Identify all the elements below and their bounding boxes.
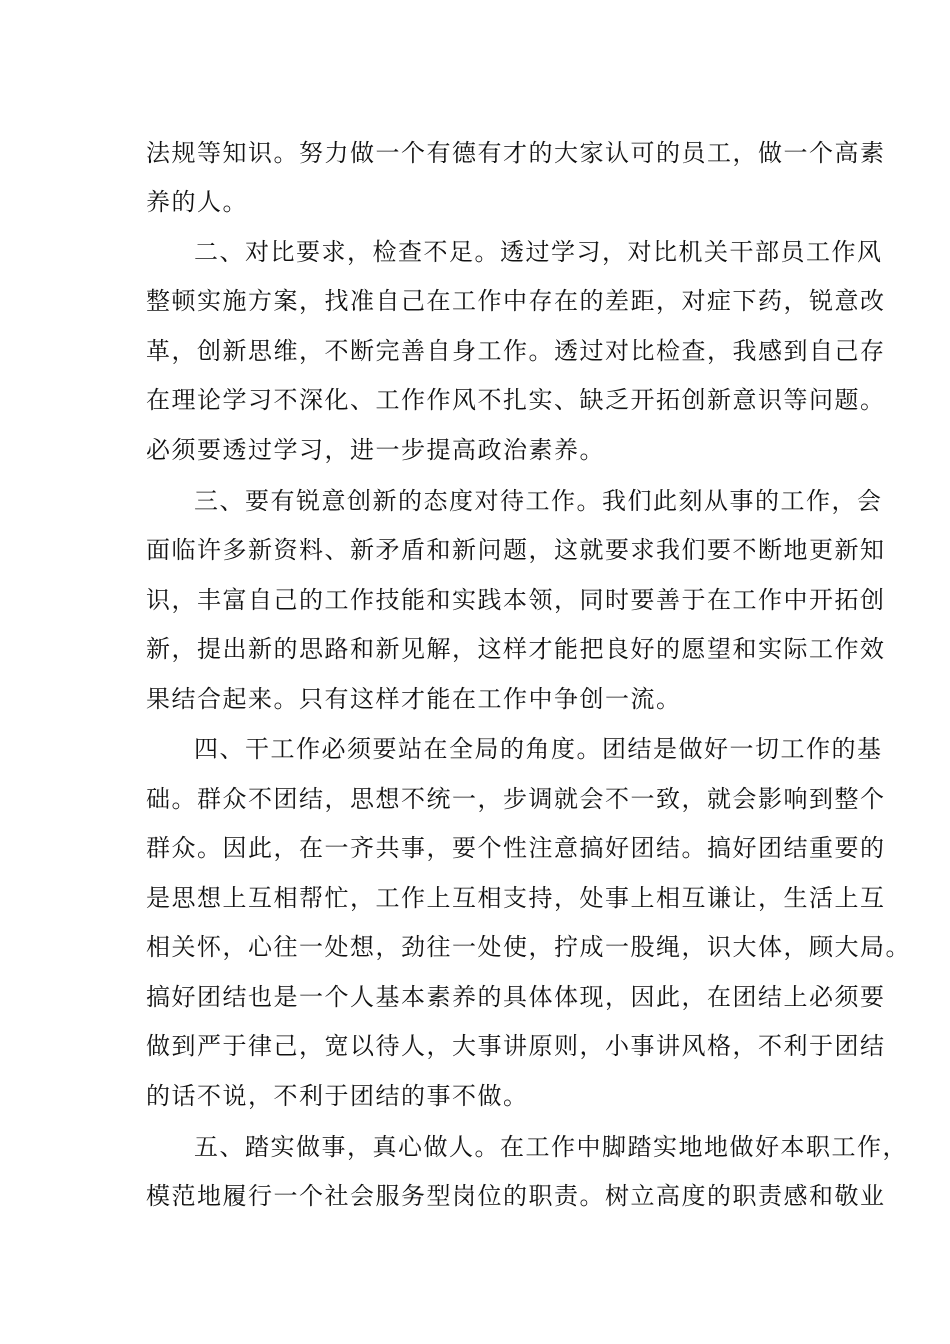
paragraph-start-line: 五、踏实做事，真心做人。在工作中脚踏实地地做好本职工作， bbox=[194, 1133, 908, 1161]
text-line: 必须要透过学习，进一步提高政治素养。 bbox=[146, 436, 605, 464]
text-line: 模范地履行一个社会服务型岗位的职责。树立高度的职责感和敬业 bbox=[146, 1182, 886, 1210]
paragraph-start-line: 二、对比要求，检查不足。透过学习，对比机关干部员工作风 bbox=[194, 238, 883, 266]
text-line: 法规等知识。努力做一个有德有才的大家认可的员工，做一个高素 bbox=[146, 139, 886, 167]
text-line: 的话不说，不利于团结的事不做。 bbox=[146, 1082, 529, 1110]
text-line: 养的人。 bbox=[146, 188, 248, 216]
paragraph-start-line: 四、干工作必须要站在全局的角度。团结是做好一切工作的基 bbox=[194, 735, 883, 763]
text-line: 新，提出新的思路和新见解，这样才能把良好的愿望和实际工作效 bbox=[146, 635, 886, 663]
text-line: 识，丰富自己的工作技能和实践本领，同时要善于在工作中开拓创 bbox=[146, 586, 886, 614]
text-line: 相关怀，心往一处想，劲往一处使，拧成一股绳，识大体，顾大局。 bbox=[146, 933, 911, 961]
text-line: 革，创新思维，不断完善自身工作。透过对比检查，我感到自己存 bbox=[146, 337, 886, 365]
text-line: 是思想上互相帮忙，工作上互相支持，处事上相互谦让，生活上互 bbox=[146, 884, 886, 912]
text-line: 搞好团结也是一个人基本素养的具体体现，因此，在团结上必须要 bbox=[146, 983, 886, 1011]
text-line: 础。群众不团结，思想不统一，步调就会不一致，就会影响到整个 bbox=[146, 785, 886, 813]
text-line: 做到严于律己，宽以待人，大事讲原则，小事讲风格，不利于团结 bbox=[146, 1032, 886, 1060]
text-line: 果结合起来。只有这样才能在工作中争创一流。 bbox=[146, 685, 682, 713]
text-line: 群众。因此，在一齐共事，要个性注意搞好团结。搞好团结重要的 bbox=[146, 834, 886, 862]
text-line: 面临许多新资料、新矛盾和新问题，这就要求我们要不断地更新知 bbox=[146, 536, 886, 564]
text-line: 在理论学习不深化、工作作风不扎实、缺乏开拓创新意识等问题。 bbox=[146, 386, 886, 414]
paragraph-start-line: 三、要有锐意创新的态度对待工作。我们此刻从事的工作，会 bbox=[194, 487, 883, 515]
text-line: 整顿实施方案，找准自己在工作中存在的差距，对症下药，锐意改 bbox=[146, 287, 886, 315]
